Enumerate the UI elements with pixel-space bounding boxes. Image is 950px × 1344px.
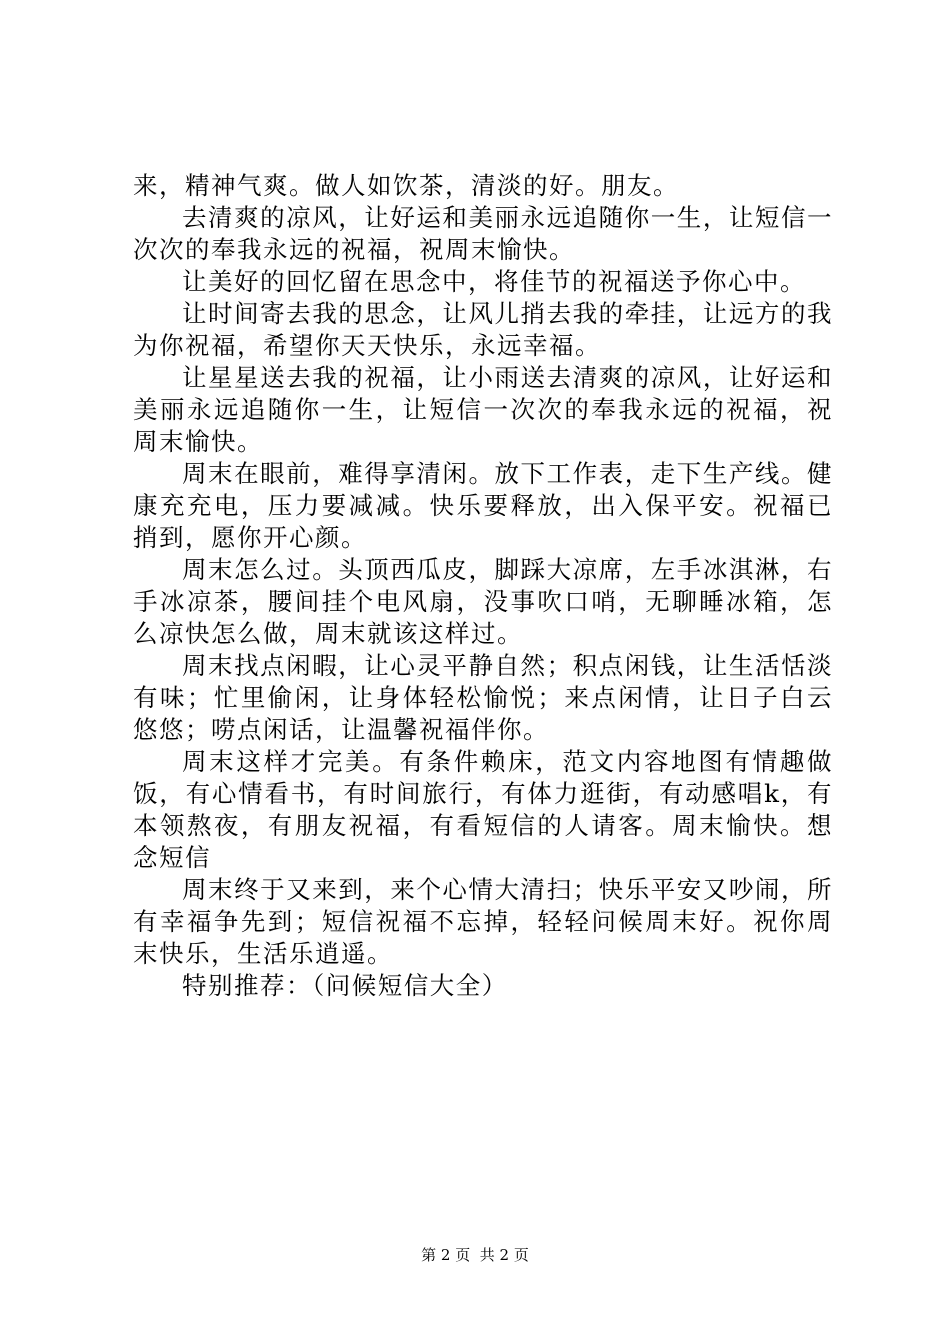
- document-body: [133, 170, 833, 1002]
- paragraph-3: 让美好的回忆留在思念中，将佳节的祝福送予你心中。: [182, 267, 806, 296]
- paragraph-6: 周末在眼前，难得享清闲。放下工作表，走下生产线。健康充充电，压力要减减。快乐要释放，出入保平安。祝福已捎到，愿你开心颜。: [133, 459, 833, 552]
- page-number-label: 第 2 页 共 2 页: [421, 1246, 529, 1264]
- paragraph-2: 去清爽的凉风，让好运和美丽永远追随你一生，让短信一次次的奉我永远的祝福，祝周末愉快。: [133, 203, 833, 264]
- paragraph-9: 周末这样才完美。有条件赖床，范文内容地图有情趣做饭，有心情看书，有时间旅行，有体力逛街，有动感唱k，有本领熬夜，有朋友祝福，有看短信的人请客。周末愉快。想念短信: [133, 747, 833, 872]
- recommendation-line: 特别推荐：（问候短信大全）: [182, 971, 508, 1000]
- paragraph-5: 让星星送去我的祝福，让小雨送去清爽的凉风，让好运和美丽永远追随你一生，让短信一次次的奉我永远的祝福，祝周末愉快。: [133, 363, 833, 456]
- page-footer: [0, 1245, 950, 1265]
- paragraph-10: 周末终于又来到，来个心情大清扫；快乐平安又吵闹，所有幸福争先到；短信祝福不忘掉，轻轻问候周末好。祝你周末快乐，生活乐逍遥。: [133, 875, 833, 968]
- paragraph-7: 周末怎么过。头顶西瓜皮，脚踩大凉席，左手冰淇淋，右手冰凉茶，腰间挂个电风扇，没事吹口哨，无聊睡冰箱，怎么凉快怎么做，周末就该这样过。: [133, 555, 833, 648]
- paragraph-4: 让时间寄去我的思念，让风儿捎去我的牵挂，让远方的我为你祝福，希望你天天快乐，永远幸福。: [133, 299, 833, 360]
- paragraph-8: 周末找点闲暇，让心灵平静自然；积点闲钱，让生活恬淡有味；忙里偷闲，让身体轻松愉悦；来点闲情，让日子白云悠悠；唠点闲话，让温馨祝福伴你。: [133, 651, 833, 744]
- paragraph-1: 来，精神气爽。做人如饮茶，清淡的好。朋友。: [133, 171, 679, 200]
